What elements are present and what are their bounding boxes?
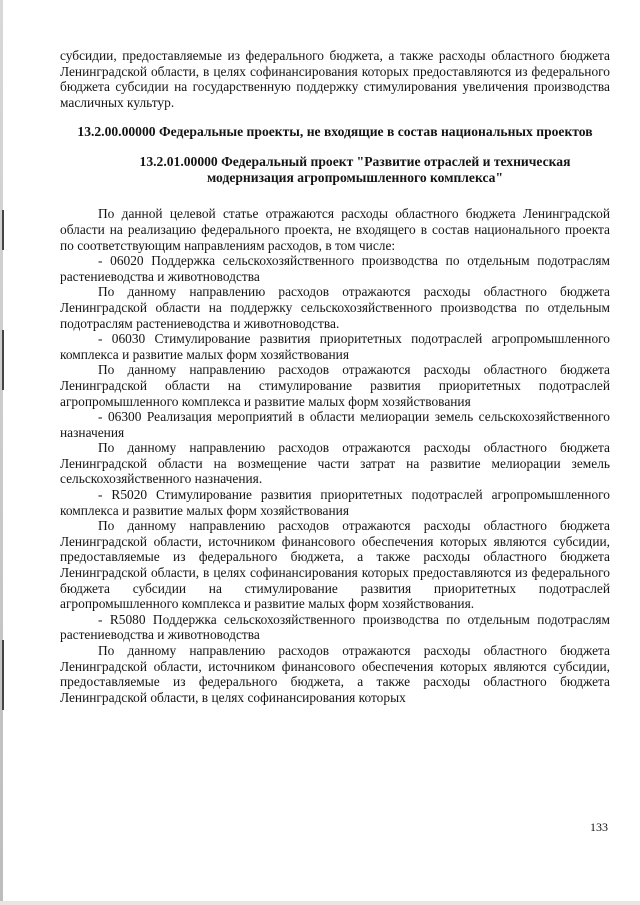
scan-artifact [2,210,4,250]
item-06300: - 06300 Реализация мероприятий в области мелиорации земель сельскохозяйственного назначения [60,409,610,440]
section-heading: 13.2.00.00000 Федеральные проекты, не входящие в состав национальных проектов [77,124,593,140]
intro-paragraph: По данной целевой статье отражаются расходы областного бюджета Ленинградской области на реализацию федерального проекта, не входящего в состав национального проекта по соответствующим направлениям расходов, в том числе: [60,206,610,253]
item-r5020-description: По данному направлению расходов отражаются расходы областного бюджета Ленинградской области, источником финансового обеспечения которых являются субсидии, предоставляемые из федерального бюджета, а также расходы областного бюджета Ленинградской области, в целях софинансирования которых предоставляются из федерального бюджета субсидии на стимулирование развития приоритетных подотраслей агропромышленного комплекса и развитие малых форм хозяйствования. [60,518,610,612]
scan-edge [0,0,3,905]
scan-artifact [2,330,4,390]
paragraph-continuation: субсидии, предоставляемые из федерального бюджета, а также расходы областного бюджета Ленинградской области, в целях софинансирования которых предоставляются из федерального бюджета субсидии на государственную поддержку стимулирования увеличения производства масличных культур. [60,48,610,110]
item-06020: - 06020 Поддержка сельскохозяйственного производства по отдельным подотраслям растениеводства и животноводства [60,253,610,284]
scan-artifact [2,640,4,710]
document-page [60,48,610,705]
item-06020-description: По данному направлению расходов отражаются расходы областного бюджета Ленинградской области на поддержку сельскохозяйственного производства по отдельным подотраслям растениеводства и животноводства. [60,284,610,331]
subsection-heading: 13.2.01.00000 Федеральный проект "Развитие отраслей и техническая модернизация агропромышленного комплекса" [139,154,571,186]
item-06030-description: По данному направлению расходов отражаются расходы областного бюджета Ленинградской области на стимулирование развития приоритетных подотраслей агропромышленного комплекса и развитие малых форм хозяйствования [60,362,610,409]
scan-edge-bottom [0,901,640,905]
item-06030: - 06030 Стимулирование развития приоритетных подотраслей агропромышленного комплекса и развитие малых форм хозяйствования [60,331,610,362]
item-r5020: - R5020 Стимулирование развития приоритетных подотраслей агропромышленного комплекса и развитие малых форм хозяйствования [60,487,610,518]
item-r5080: - R5080 Поддержка сельскохозяйственного производства по отдельным подотраслям растениеводства и животноводства [60,611,610,643]
item-06300-description: По данному направлению расходов отражаются расходы областного бюджета Ленинградской области на возмещение части затрат на развитие мелиорации земель сельскохозяйственного назначения. [60,440,610,487]
item-r5080-description: По данному направлению расходов отражаются расходы областного бюджета Ленинградской области, источником финансового обеспечения которых являются субсидии, предоставляемые из федерального бюджета, а также расходы областного бюджета Ленинградской области, в целях софинансирования которых [60,643,610,705]
page-number: 133 [590,820,608,834]
